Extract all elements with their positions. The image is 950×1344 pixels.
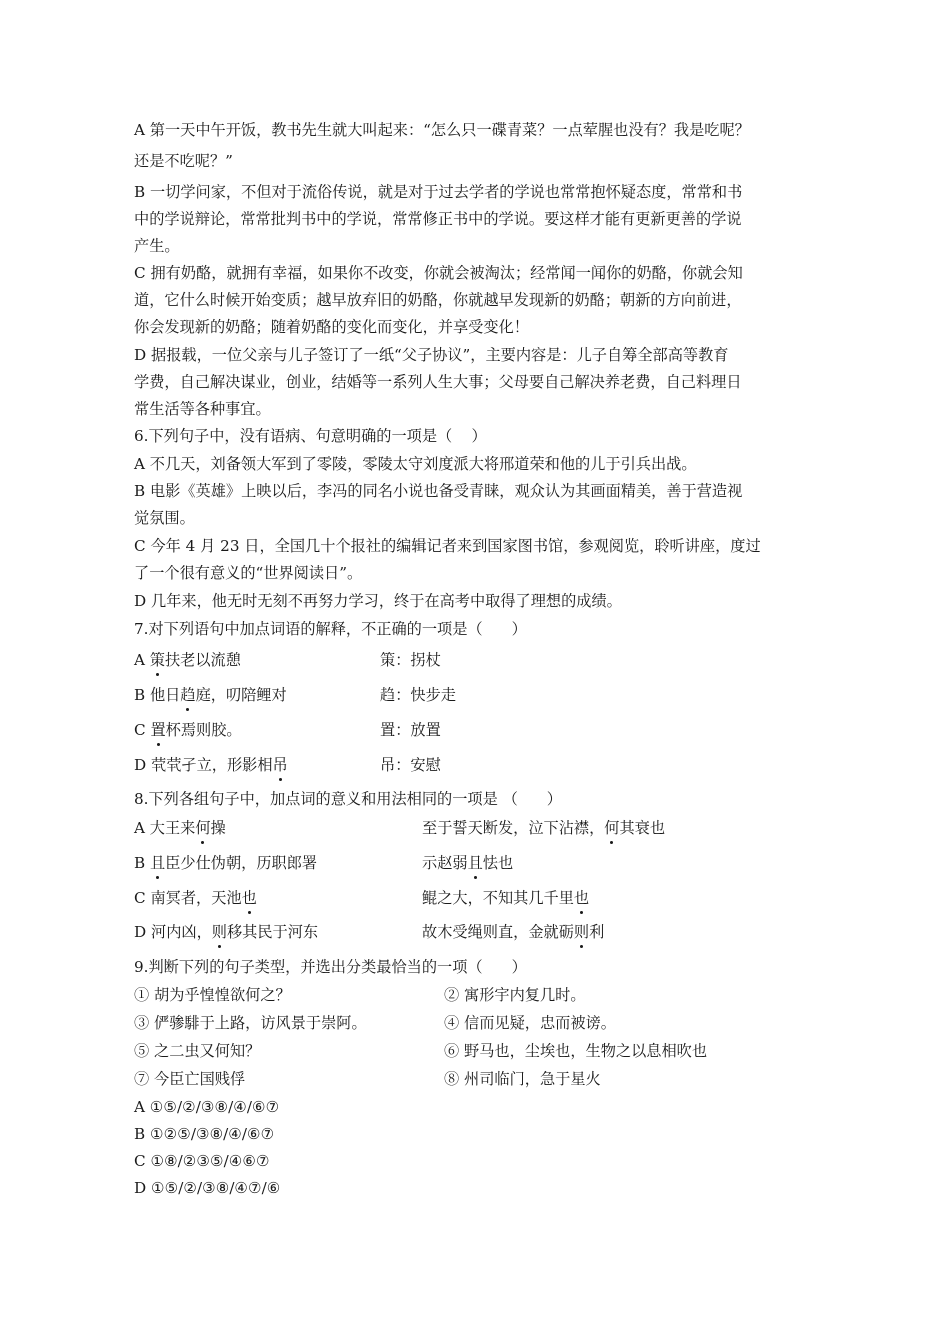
q7-sentence-suffix: 杯焉则胶。 (165, 721, 242, 739)
q5-option-c-line1: C 拥有奶酪，就拥有幸福，如果你不改变，你就会被淘汰；经常闻一闻你的奶酪，你就会知 (134, 264, 743, 282)
q7-dotted-word: 策 (149, 651, 165, 669)
q9-option-c: C ①⑧/②③⑤/④⑥⑦ (134, 1152, 270, 1170)
q7-sentence-suffix: 庭，叨陪鲤对 (195, 686, 287, 704)
q8-left-dotted-word: 且 (150, 854, 166, 872)
q9-sentence: ④ 信而见疑，忠而被谤。 (444, 1014, 616, 1032)
q7-sentence-suffix: 扶老以流憩 (164, 651, 241, 669)
q7-sentence-prefix: D 茕茕孑立，形影相 (134, 756, 273, 774)
q6-option-a: A 不几天，刘备领大军到了零陵，零陵太守刘度派大将邢道荣和他的儿于引兵出战。 (134, 455, 697, 473)
q6-stem: 6.下列句子中，没有语病、句意明确的一项是（ ） (134, 427, 487, 445)
q8-row-left (134, 888, 257, 908)
q6-option-c-line2: 了一个很有意义的“世界阅读日”。 (134, 564, 363, 582)
q8-left-suffix: 臣少仕伪朝，历职郎署 (165, 854, 318, 872)
q8-right-prefix: 至于誓天断发，泣下沾襟， (422, 819, 605, 837)
q8-left-suffix: 移其民于河东 (226, 923, 319, 941)
q9-option-b: B ①②⑤/③⑧/④/⑥⑦ (134, 1125, 275, 1143)
q8-right-prefix: 故木受绳则直，金就砺 (422, 923, 574, 941)
q8-left-dotted-word: 则 (211, 923, 227, 941)
q5-option-b-line3: 产生。 (134, 237, 180, 255)
q5-option-c-line3: 你会发现新的奶酪；随着奶酪的变化而变化，并享受变化！ (134, 318, 529, 336)
q8-left-dotted-word: 何 (195, 819, 211, 837)
q8-right-dotted-word: 则 (573, 923, 590, 941)
q8-left-prefix: C 南冥者，天池 (134, 889, 242, 907)
q9-sentence: ⑦ 今臣亡国贱俘 (134, 1070, 246, 1088)
q8-left-suffix: 操 (210, 819, 226, 837)
q7-sentence-prefix: A (134, 651, 150, 669)
q7-dotted-word: 趋 (180, 686, 196, 704)
q8-row-left (134, 853, 317, 873)
q5-option-d-line1: D 据报载，一位父亲与儿子签订了一纸“父子协议”，主要内容是：儿子自筹全部高等教育 (134, 346, 729, 364)
q7-stem: 7.对下列语句中加点词语的解释，不正确的一项是（ ） (134, 620, 527, 638)
q5-option-a-line1: A 第一天中午开饭，教书先生就大叫起来：“怎么只一碟青菜？一点荤腥也没有？我是吃呢？ (134, 121, 750, 139)
q7-sentence-prefix: B 他日 (134, 686, 181, 704)
q9-sentence: ① 胡为乎惶惶欲何之？ (134, 986, 291, 1004)
q9-stem: 9.判断下列的句子类型，并选出分类最恰当的一项（ ） (134, 958, 527, 976)
q6-option-b-line1: B 电影《英雄》上映以后，李冯的同名小说也备受青睐，观众认为其画面精美，善于营造视 (134, 482, 743, 500)
q8-right-prefix: 鲲之大，不知其几千里 (422, 889, 574, 907)
q6-option-c-line1: C 今年 4 月 23 日，全国几十个报社的编辑记者来到国家图书馆，参观阅览，聆听讲座，度过 (134, 537, 761, 555)
q8-right-suffix: 利 (589, 923, 605, 941)
q5-option-d-line2: 学费，自己解决谋业，创业，结婚等一系列人生大事；父母要自己解决养老费，自己料理日 (134, 373, 742, 391)
q8-left-prefix: B (134, 854, 150, 872)
q8-right-dotted-word: 也 (573, 889, 590, 907)
q9-sentence: ⑧ 州司临门，急于星火 (444, 1070, 601, 1088)
q7-dotted-word: 置 (150, 721, 166, 739)
q8-left-prefix: D 河内凶， (134, 923, 212, 941)
q8-right-suffix: 怯也 (482, 854, 514, 872)
q8-row-right (422, 853, 513, 873)
q7-row (134, 720, 242, 740)
q5-option-c-line2: 道，它什么时候开始变质；越早放弃旧的奶酪，你就越早发现新的奶酪；朝新的方向前进， (134, 291, 742, 309)
q8-row-left (134, 922, 318, 942)
q7-dotted-word: 吊 (272, 756, 288, 774)
q8-stem: 8.下列各组句子中，加点词的意义和用法相同的一项是 （ ） (134, 790, 562, 808)
q8-right-dotted-word: 且 (467, 854, 483, 872)
q9-option-d: D ①⑤/②/③⑧/④⑦/⑥ (134, 1179, 281, 1197)
q9-sentence: ⑥ 野马也，尘埃也，生物之以息相吹也 (444, 1042, 708, 1060)
q5-option-b-line2: 中的学说辩论，常常批判书中的学说，常常修正书中的学说。要这样才能有更新更善的学说 (134, 210, 742, 228)
q8-right-suffix: 其衰也 (619, 819, 665, 837)
q9-option-a: A ①⑤/②/③⑧/④/⑥⑦ (134, 1098, 280, 1116)
q8-left-dotted-word: 也 (241, 889, 257, 907)
q6-option-b-line2: 觉氛围。 (134, 509, 195, 527)
q9-sentence: ③ 俨骖騑于上路，访风景于崇阿。 (134, 1014, 367, 1032)
q8-right-prefix: 示赵弱 (422, 854, 468, 872)
q8-right-dotted-word: 何 (604, 819, 620, 837)
q7-explanation: 策：拐杖 (380, 651, 441, 669)
q7-explanation: 置：放置 (380, 721, 441, 739)
q7-explanation: 吊：安慰 (380, 756, 441, 774)
q8-row-left (134, 818, 226, 838)
q8-row-right (422, 818, 665, 838)
q8-row-right (422, 888, 589, 908)
q5-option-a-line2: 还是不吃呢？” (134, 152, 233, 170)
q7-sentence-prefix: C (134, 721, 151, 739)
q6-option-d: D 几年来，他无时无刻不再努力学习，终于在高考中取得了理想的成绩。 (134, 592, 622, 610)
q8-left-prefix: A 大王来 (134, 819, 196, 837)
q7-row (134, 755, 288, 775)
q5-option-d-line3: 常生活等各种事宜。 (134, 400, 271, 418)
q7-explanation: 趋：快步走 (380, 686, 456, 704)
q5-option-b-line1: B 一切学问家，不但对于流俗传说，就是对于过去学者的学说也常常抱怀疑态度，常常和书 (134, 183, 743, 201)
q9-sentence: ⑤ 之二虫又何知？ (134, 1042, 261, 1060)
q7-row (134, 650, 241, 670)
q9-sentence: ② 寓形宇内复几时。 (444, 986, 586, 1004)
q7-row (134, 685, 287, 705)
q8-row-right (422, 922, 604, 942)
